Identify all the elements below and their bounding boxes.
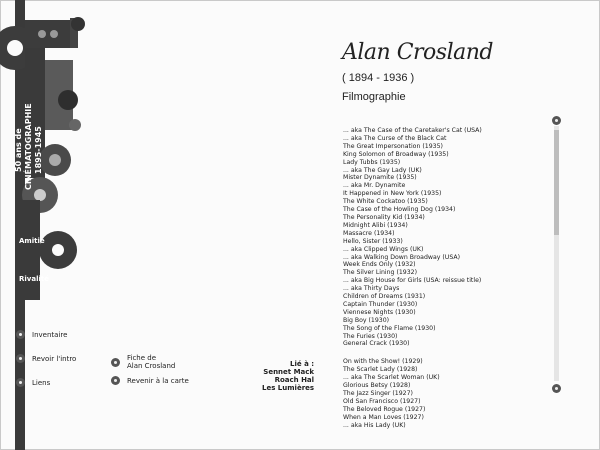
film-item: Week Ends Only (1932) — [343, 261, 416, 269]
section-title: Filmographie — [342, 91, 406, 103]
nav-fiche-line1: Fiche de — [127, 354, 157, 362]
film-item: ... aka Big House for Girls (USA: reissue title) — [343, 277, 482, 285]
nav-revenir-carte[interactable] — [111, 376, 189, 385]
nav-liens-label: Liens — [32, 378, 51, 387]
filmography-list — [343, 127, 543, 430]
scroll-up-icon[interactable] — [552, 116, 561, 125]
nav-revenir-carte-label: Revenir à la carte — [127, 376, 189, 385]
film-item: Viennese Nights (1930) — [343, 308, 416, 316]
film-item: ... aka His Lady (UK) — [343, 421, 406, 429]
film-item: The Great Impersonation (1935) — [343, 142, 443, 150]
film-item: Hello, Sister (1933) — [343, 237, 403, 245]
related-item[interactable]: Sennet Mack — [263, 368, 315, 376]
reel-icon — [111, 376, 120, 385]
film-item: General Crack (1930) — [343, 340, 410, 348]
film-item: ... aka Mr. Dynamite — [343, 182, 406, 190]
film-item: The Beloved Rogue (1927) — [343, 405, 426, 413]
reel-icon — [16, 330, 25, 339]
film-item: The Case of the Howling Dog (1934) — [343, 206, 456, 214]
film-item: ... aka The Case of the Caretaker's Cat (USA) — [343, 127, 482, 134]
brand-label: 50 ans de CINÉMATOGRAPHIE 1895-1945 — [14, 103, 43, 190]
nav-fiche-line2: Alan Crosland — [127, 362, 176, 370]
person-name: Alan Crosland — [342, 40, 493, 65]
reel-icon — [16, 378, 25, 387]
film-item: ... aka The Curse of the Black Cat — [343, 134, 447, 142]
related-item[interactable]: Les Lumières — [262, 384, 315, 392]
film-item: Captain Thunder (1930) — [343, 300, 418, 308]
sidebar-item-amitie[interactable]: Amitié — [19, 237, 45, 245]
film-item: Midnight Alibi (1934) — [343, 221, 408, 229]
person-dates: ( 1894 - 1936 ) — [342, 72, 415, 84]
film-item: Massacre (1934) — [343, 229, 395, 237]
film-item: The Personality Kid (1934) — [343, 213, 425, 221]
film-item: On with the Show! (1929) — [343, 358, 423, 366]
list-gap — [343, 348, 543, 358]
nav-fiche[interactable] — [111, 354, 175, 370]
scroll-down-icon[interactable] — [552, 384, 561, 393]
film-item: ... aka The Scarlet Woman (UK) — [343, 374, 440, 382]
nav-revoir-intro[interactable] — [16, 354, 76, 363]
reel-icon — [16, 354, 25, 363]
film-item: The White Cockatoo (1935) — [343, 198, 428, 206]
sidebar-item-rivalite[interactable]: Rivalité — [19, 275, 49, 283]
nav-inventaire-label: Inventaire — [32, 330, 68, 339]
film-item: Glorious Betsy (1928) — [343, 382, 411, 390]
nav-liens[interactable] — [16, 378, 50, 387]
film-item: Big Boy (1930) — [343, 316, 390, 324]
nav-revoir-intro-label: Revoir l'intro — [32, 354, 77, 363]
scrollbar-thumb[interactable] — [554, 130, 559, 235]
film-item: It Happened in New York (1935) — [343, 190, 442, 198]
film-item: Mister Dynamite (1935) — [343, 174, 417, 182]
film-item: The Song of the Flame (1930) — [343, 324, 436, 332]
film-item: Children of Dreams (1931) — [343, 293, 426, 301]
nav-fiche-label — [127, 354, 175, 370]
film-item: Old San Francisco (1927) — [343, 397, 421, 405]
film-item: ... aka The Gay Lady (UK) — [343, 166, 422, 174]
film-item: ... aka Clipped Wings (UK) — [343, 245, 424, 253]
related-list — [262, 360, 314, 392]
film-item: ... aka Thirty Days — [343, 285, 400, 293]
film-item: When a Man Loves (1927) — [343, 413, 424, 421]
related-title: Lié à : — [290, 360, 315, 368]
reel-icon — [111, 358, 120, 367]
film-item: The Scarlet Lady (1928) — [343, 366, 418, 374]
related-item[interactable]: Roach Hal — [274, 376, 315, 384]
film-item: The Silver Lining (1932) — [343, 269, 418, 277]
film-item: ... aka Walking Down Broadway (USA) — [343, 253, 461, 261]
film-item: Lady Tubbs (1935) — [343, 158, 401, 166]
nav-inventaire[interactable] — [16, 330, 67, 339]
film-item: King Solomon of Broadway (1935) — [343, 150, 449, 158]
film-item: The Jazz Singer (1927) — [343, 390, 413, 397]
film-item: The Furies (1930) — [343, 332, 398, 340]
